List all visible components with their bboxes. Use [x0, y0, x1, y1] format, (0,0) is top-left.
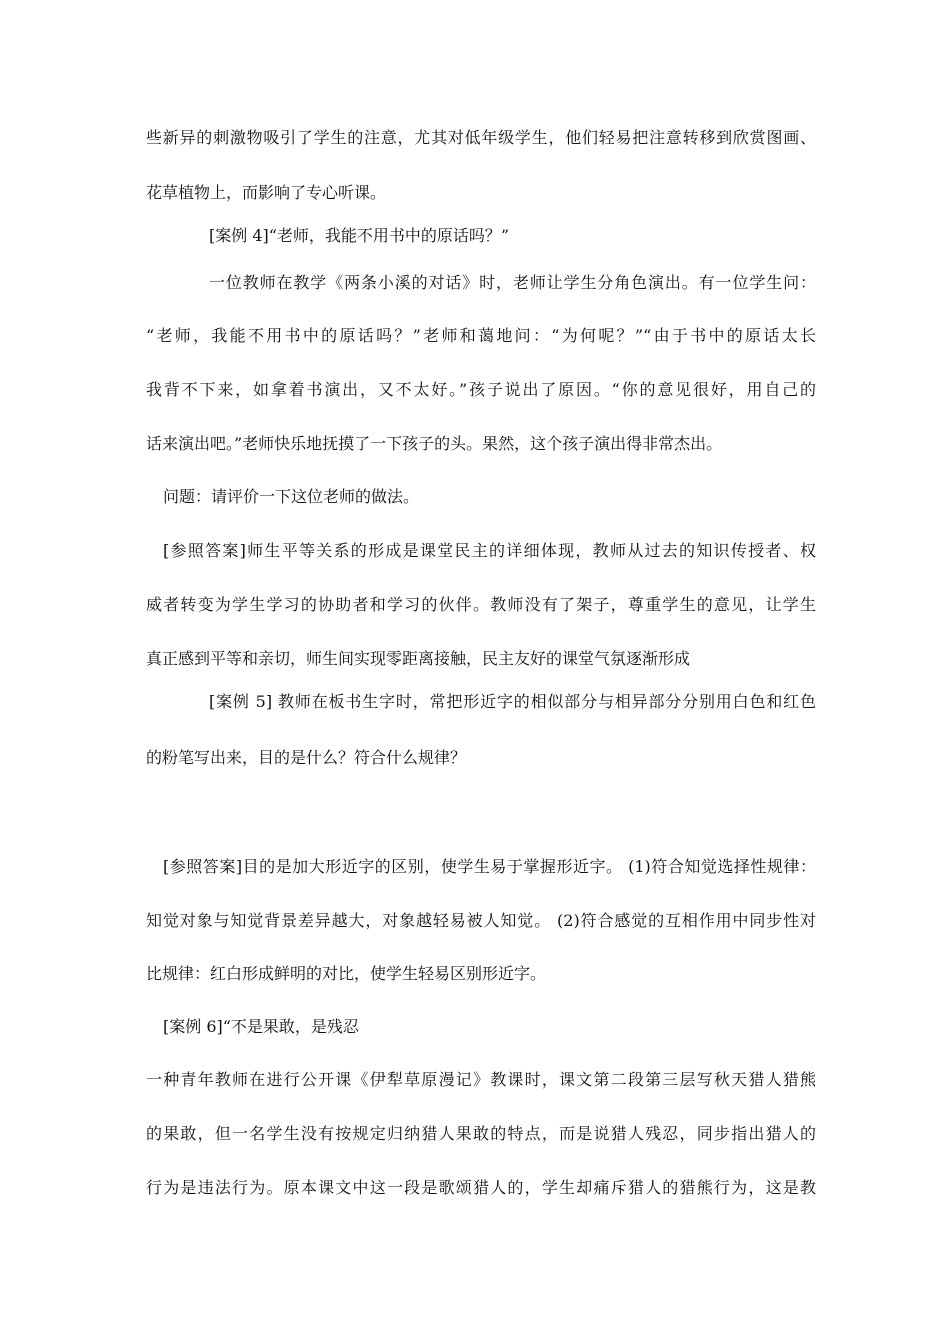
text-line: 威者转变为学生学习的协助者和学习的伙伴。教师没有了架子，尊重学生的意见，让学生	[146, 595, 816, 614]
answer-line: [参照答案]目的是加大形近字的区别，使学生易于掌握形近字。 (1)符合知觉选择性规律：	[163, 857, 816, 876]
text-line: 的粉笔写出来，目的是什么？符合什么规律？	[146, 748, 467, 767]
text-line: 真正感到平等和亲切，师生间实现零距离接触，民主友好的课堂气氛逐渐形成	[146, 649, 691, 668]
case-heading: [案例 4]“老师，我能不用书中的原话吗？”	[209, 226, 510, 245]
answer-line: [参照答案]师生平等关系的形成是课堂民主的详细体现，教师从过去的知识传授者、权	[163, 541, 816, 560]
question-line: 问题：请评价一下这位老师的做法。	[163, 487, 420, 506]
text-line: 些新异的刺激物吸引了学生的注意，尤其对低年级学生，他们轻易把注意转移到欣赏图画、	[146, 128, 816, 147]
text-line: 行为是违法行为。原本课文中这一段是歌颂猎人的，学生却痛斥猎人的猎熊行为，这是教	[146, 1178, 816, 1197]
text-line: “老师，我能不用书中的原话吗？”老师和蔼地问：“为何呢？”“由于书中的原话太长	[146, 326, 816, 345]
text-line: 我背不下来，如拿着书演出，又不太好。”孩子说出了原因。“你的意见很好，用自己的	[146, 380, 816, 399]
text-line: 一位教师在教学《两条小溪的对话》时，老师让学生分角色演出。有一位学生问：	[209, 273, 816, 292]
text-line: 花草植物上，而影响了专心听课。	[146, 183, 387, 202]
text-line: 话来演出吧。”老师快乐地抚摸了一下孩子的头。果然，这个孩子演出得非常杰出。	[146, 434, 723, 453]
text-line: 知觉对象与知觉背景差异越大，对象越轻易被人知觉。 (2)符合感觉的互相作用中同步性对	[146, 911, 816, 930]
case-heading: [案例 5] 教师在板书生字时，常把形近字的相似部分与相异部分分别用白色和红色	[209, 692, 816, 711]
case-heading: [案例 6]“不是果敢，是残忍	[163, 1017, 359, 1036]
text-line: 的果敢，但一名学生没有按规定归纳猎人果敢的特点，而是说猎人残忍，同步指出猎人的	[146, 1124, 816, 1143]
text-line: 一种青年教师在进行公开课《伊犁草原漫记》教课时，课文第二段第三层写秋天猎人猎熊	[146, 1070, 816, 1089]
text-line: 比规律：红白形成鲜明的对比，使学生轻易区别形近字。	[146, 964, 547, 983]
